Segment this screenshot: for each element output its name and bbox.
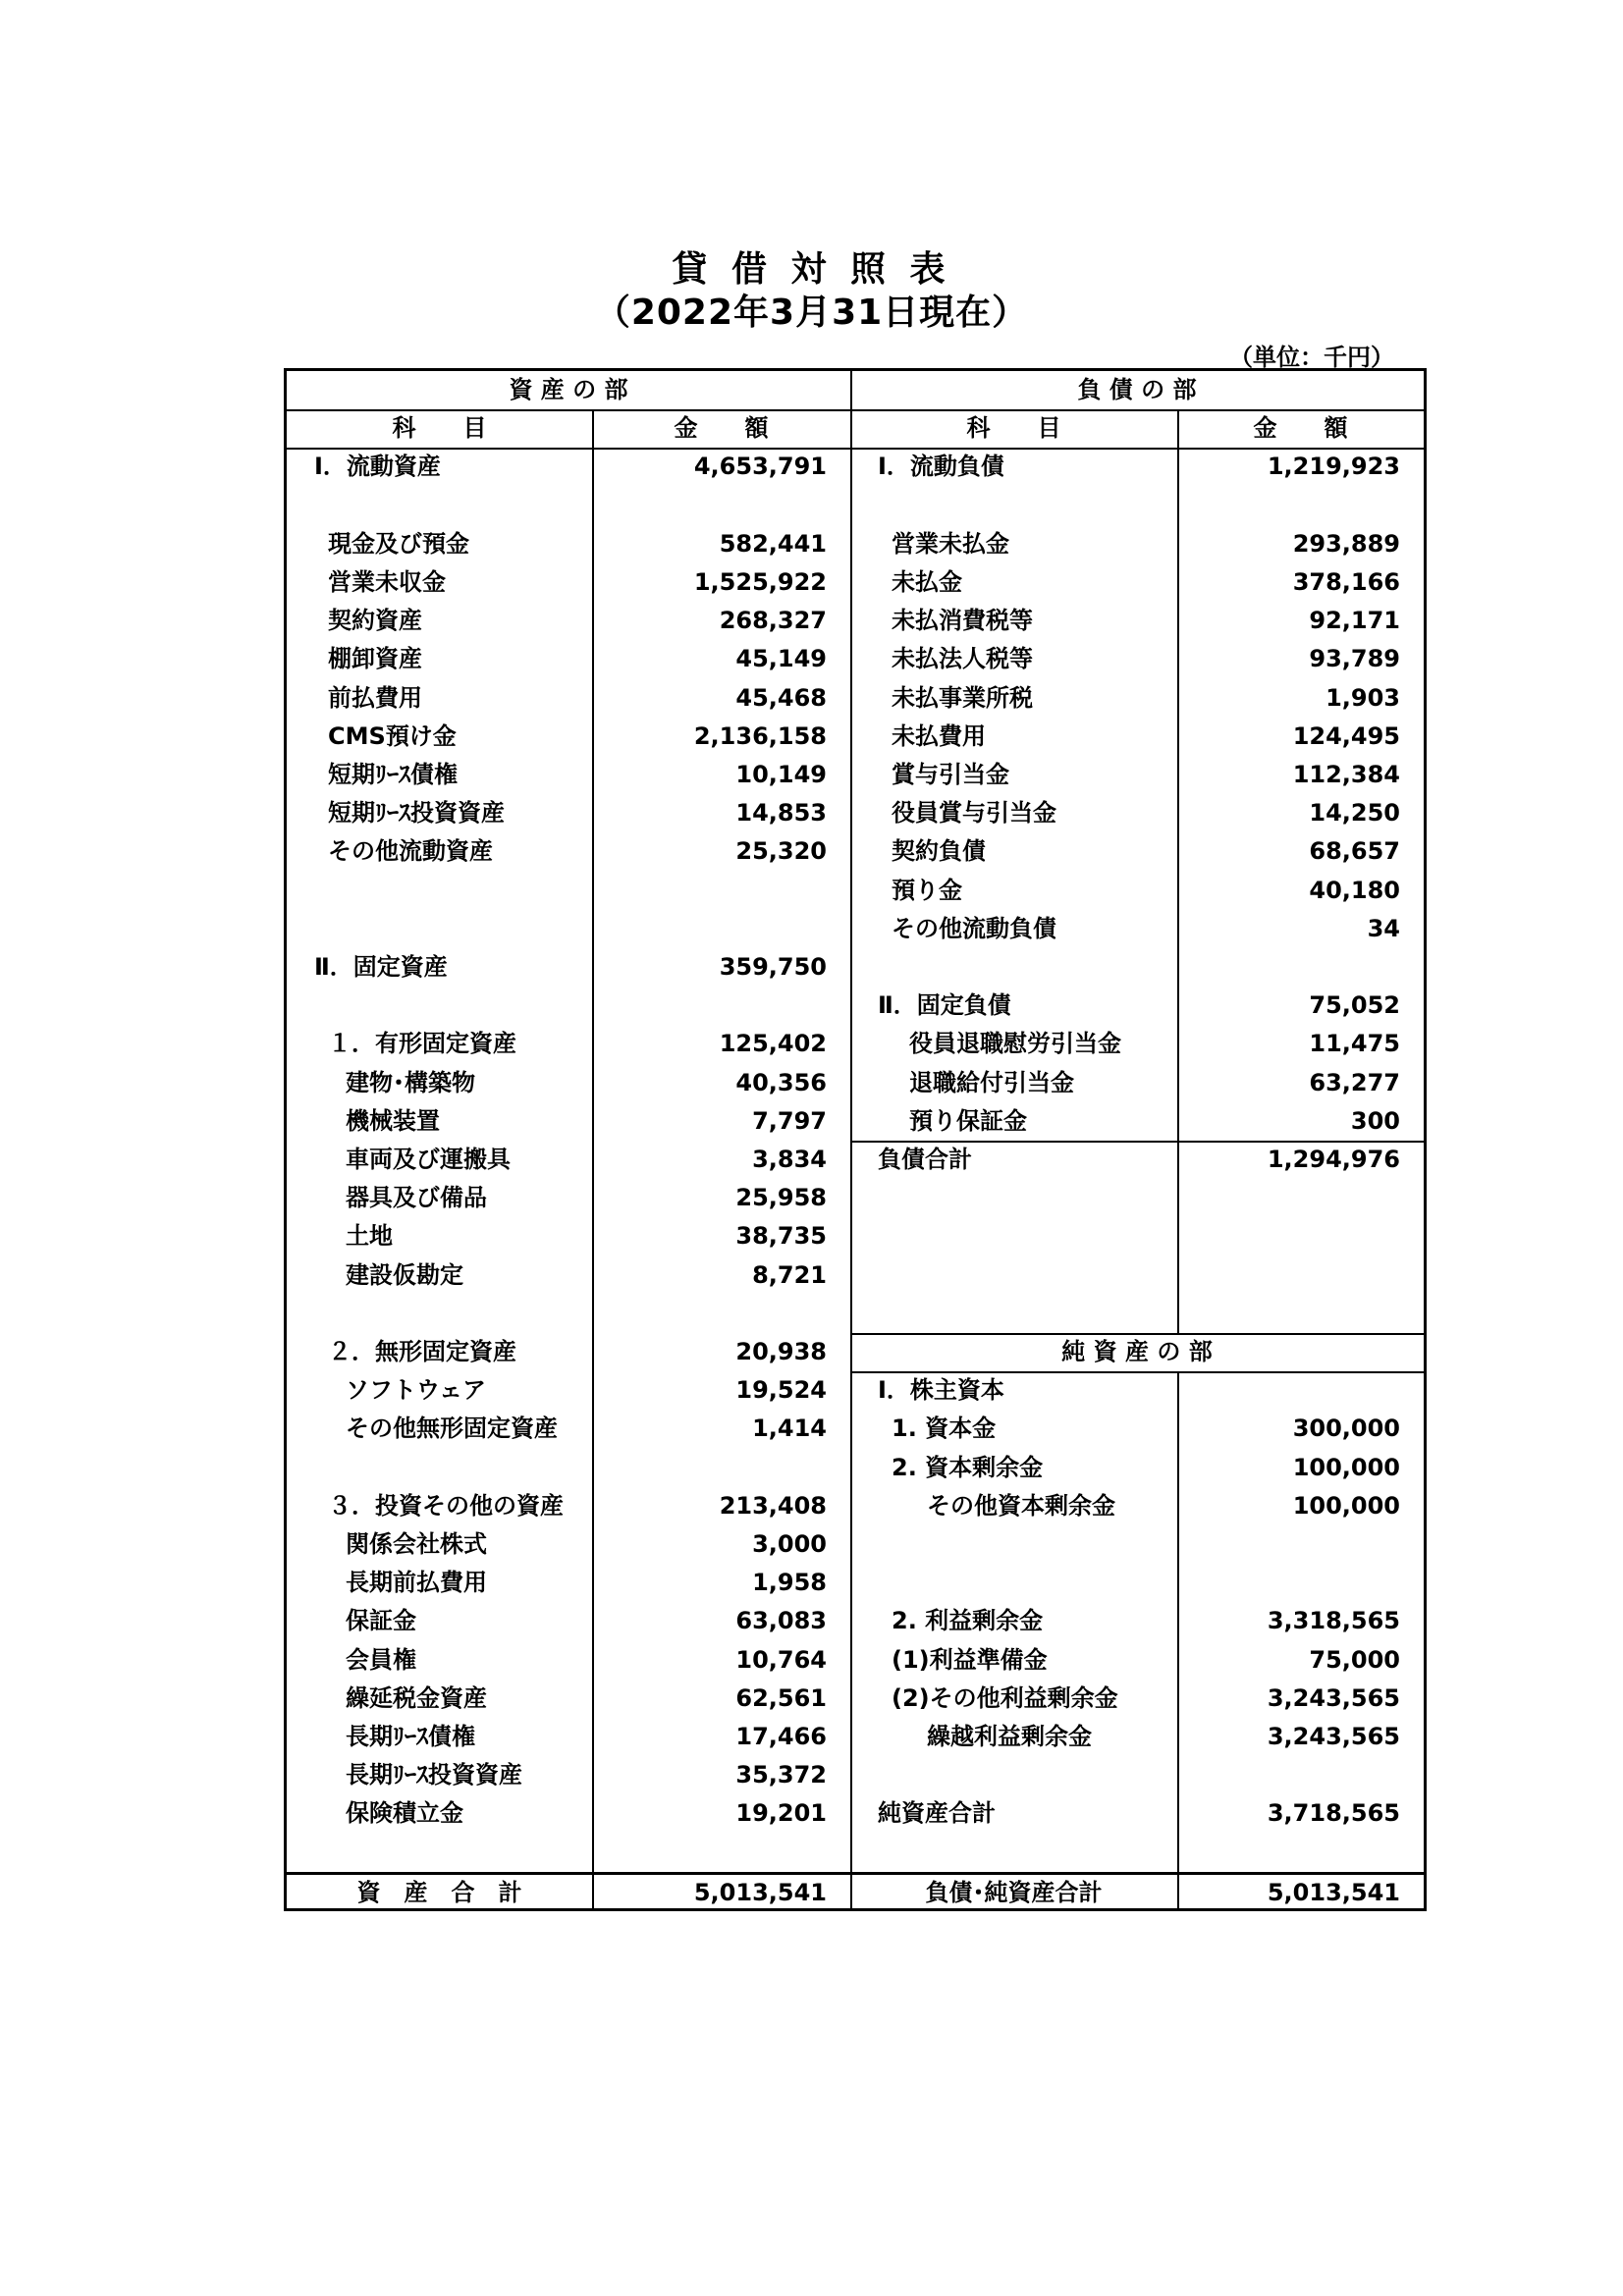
asset-row-label bbox=[287, 1449, 592, 1487]
net-assets-row-value: 3,243,565 bbox=[1267, 1723, 1400, 1750]
asset-row-label: 棚卸資産 bbox=[328, 645, 422, 673]
net-assets-row-label: 純資産合計 bbox=[878, 1799, 996, 1828]
asset-row-value: 10,764 bbox=[735, 1645, 827, 1674]
asset-row-value: 213,408 bbox=[719, 1491, 827, 1520]
asset-row-value: 35,372 bbox=[735, 1761, 827, 1789]
asset-row-value bbox=[592, 987, 850, 1025]
liability-row-value: 112,384 bbox=[1292, 761, 1400, 788]
asset-row-value: 125,402 bbox=[719, 1030, 827, 1058]
asset-row-label: 車両及び運搬具 bbox=[346, 1146, 511, 1173]
liabilities-total-label: 負債合計 bbox=[878, 1146, 972, 1173]
liability-row-label: Ⅱ．固定負債 bbox=[878, 991, 1011, 1020]
liabilities-net-assets-total-label: 負債･純資産合計 bbox=[925, 1878, 1103, 1906]
asset-row-label: 器具及び備品 bbox=[346, 1184, 487, 1212]
asset-row-label: 繰延税金資産 bbox=[346, 1683, 487, 1712]
asset-row-value bbox=[592, 872, 850, 910]
asset-row-value: 62,561 bbox=[735, 1683, 827, 1712]
asset-row-value: 45,149 bbox=[735, 645, 827, 673]
asset-row-label: 長期前払費用 bbox=[346, 1569, 487, 1597]
liabilities-amount-column-header: 金 額 bbox=[1253, 414, 1348, 443]
assets-total-label: 資 産 合 計 bbox=[356, 1878, 522, 1906]
liabilities-section-header: 負 債 の 部 bbox=[1077, 376, 1197, 403]
net-assets-row-label: 1. 資本金 bbox=[892, 1415, 997, 1443]
asset-row-label: ソフトウェア bbox=[346, 1376, 487, 1405]
liability-row-value bbox=[1177, 487, 1424, 525]
asset-row-value: 25,320 bbox=[735, 837, 827, 866]
liabilities-total-value: 1,294,976 bbox=[1267, 1146, 1400, 1173]
net-assets-row-label: 繰越利益剰余金 bbox=[927, 1723, 1092, 1750]
asset-row-value: 582,441 bbox=[719, 529, 827, 558]
asset-row-label bbox=[287, 487, 592, 525]
liability-row-value: 300 bbox=[1350, 1106, 1400, 1135]
asset-row-value: 1,414 bbox=[752, 1415, 827, 1443]
liability-row-value: 75,052 bbox=[1309, 991, 1400, 1020]
net-assets-row-value: 3,718,565 bbox=[1267, 1799, 1400, 1828]
asset-row-value: 40,356 bbox=[735, 1068, 827, 1096]
asset-row-value: 10,149 bbox=[735, 761, 827, 788]
document-date: （2022年3月31日現在） bbox=[594, 293, 1029, 333]
asset-row-label: 契約資産 bbox=[328, 607, 422, 635]
asset-row-label bbox=[287, 987, 592, 1025]
asset-row-label: Ⅰ．流動資産 bbox=[314, 453, 441, 481]
asset-row-value bbox=[592, 1295, 850, 1333]
liability-row-label bbox=[850, 948, 1177, 987]
net-assets-section-header: 純 資 産 の 部 bbox=[1061, 1338, 1213, 1365]
liability-row-label: 未払金 bbox=[892, 568, 962, 596]
liability-row-label: Ⅰ．流動負債 bbox=[878, 453, 1004, 481]
asset-row-label: 建物･構築物 bbox=[346, 1068, 475, 1096]
liability-row-value: 93,789 bbox=[1309, 645, 1400, 673]
net-assets-row-label: 2. 資本剰余金 bbox=[892, 1453, 1044, 1481]
asset-row-value: 268,327 bbox=[719, 607, 827, 635]
asset-row-value: 7,797 bbox=[752, 1106, 827, 1135]
net-assets-row-value bbox=[1177, 1564, 1424, 1602]
liability-row-value: 14,250 bbox=[1309, 799, 1400, 828]
assets-total-value: 5,013,541 bbox=[693, 1878, 827, 1906]
liability-row-value: 92,171 bbox=[1309, 607, 1400, 635]
asset-row-value: 38,735 bbox=[735, 1222, 827, 1251]
asset-row-label: 短期ﾘｰｽ債権 bbox=[328, 761, 458, 788]
asset-row-label: ３．投資その他の資産 bbox=[328, 1491, 564, 1520]
net-assets-row-label: (2)その他利益剰余金 bbox=[892, 1683, 1118, 1712]
asset-row-label: その他無形固定資産 bbox=[346, 1415, 558, 1443]
asset-row-label: 関係会社株式 bbox=[346, 1530, 487, 1558]
liability-row-value: 63,277 bbox=[1309, 1068, 1400, 1096]
asset-row-value bbox=[592, 910, 850, 948]
assets-section-header: 資 産 の 部 bbox=[509, 376, 628, 403]
liability-row-value: 1,219,923 bbox=[1267, 453, 1400, 481]
net-assets-row-value: 3,243,565 bbox=[1267, 1683, 1400, 1712]
net-assets-row-label: Ⅰ．株主資本 bbox=[878, 1376, 1004, 1405]
liability-row-value: 378,166 bbox=[1292, 568, 1400, 596]
asset-row-value: 19,201 bbox=[735, 1799, 827, 1828]
asset-row-label: 会員権 bbox=[346, 1645, 416, 1674]
balance-sheet-table bbox=[284, 368, 1427, 1911]
net-assets-row-value bbox=[1177, 1525, 1424, 1564]
liability-row-label: 役員賞与引当金 bbox=[892, 799, 1056, 828]
liabilities-item-column-header: 科 目 bbox=[966, 414, 1061, 443]
asset-row-label: Ⅱ．固定資産 bbox=[314, 953, 448, 981]
asset-row-value: 3,000 bbox=[752, 1530, 827, 1558]
liability-row-value: 124,495 bbox=[1292, 721, 1400, 750]
net-assets-row-value: 300,000 bbox=[1292, 1415, 1400, 1443]
asset-row-label: 現金及び預金 bbox=[328, 529, 469, 558]
liability-row-label: 賞与引当金 bbox=[892, 761, 1009, 788]
liability-row-label: 預り保証金 bbox=[909, 1106, 1027, 1135]
asset-row-value: 45,468 bbox=[735, 683, 827, 712]
asset-row-label: 営業未収金 bbox=[328, 568, 446, 596]
asset-row-value: 20,938 bbox=[735, 1338, 827, 1365]
net-assets-row-value bbox=[1177, 1756, 1424, 1794]
asset-row-label: 長期ﾘｰｽ債権 bbox=[346, 1723, 475, 1750]
liability-row-value: 11,475 bbox=[1309, 1030, 1400, 1058]
liability-row-label: 未払法人税等 bbox=[892, 645, 1033, 673]
document-title: 貸 借 対 照 表 bbox=[672, 249, 951, 290]
liability-row-label: その他流動負債 bbox=[892, 914, 1056, 942]
net-assets-row-value: 100,000 bbox=[1292, 1491, 1400, 1520]
asset-row-label: １．有形固定資産 bbox=[328, 1030, 516, 1058]
liability-row-label: 未払事業所税 bbox=[892, 683, 1033, 712]
asset-row-label: ２．無形固定資産 bbox=[328, 1338, 516, 1365]
asset-row-value: 1,958 bbox=[752, 1569, 827, 1597]
liability-row-label: 退職給付引当金 bbox=[909, 1068, 1074, 1096]
asset-row-label: 保証金 bbox=[346, 1607, 416, 1635]
asset-row-value: 1,525,922 bbox=[693, 568, 827, 596]
net-assets-row-value: 75,000 bbox=[1309, 1645, 1400, 1674]
assets-item-column-header: 科 目 bbox=[392, 414, 487, 443]
liability-row-value bbox=[1177, 948, 1424, 987]
asset-row-label: 保険積立金 bbox=[346, 1799, 463, 1828]
liability-row-label: 預り金 bbox=[892, 876, 962, 904]
asset-row-value: 17,466 bbox=[735, 1723, 827, 1750]
liability-row-value: 40,180 bbox=[1309, 876, 1400, 904]
liability-row-value: 68,657 bbox=[1309, 837, 1400, 866]
asset-row-value: 2,136,158 bbox=[693, 721, 827, 750]
liability-row-label: 未払費用 bbox=[892, 721, 986, 750]
liability-row-label bbox=[850, 487, 1177, 525]
unit-label: （単位：千円） bbox=[1229, 344, 1394, 371]
asset-row-label: その他流動資産 bbox=[328, 837, 493, 866]
liability-row-value: 1,903 bbox=[1325, 683, 1400, 712]
net-assets-row-label bbox=[850, 1756, 1177, 1794]
asset-row-label: 建設仮勘定 bbox=[346, 1260, 463, 1289]
asset-row-label bbox=[287, 872, 592, 910]
liability-row-value: 293,889 bbox=[1292, 529, 1400, 558]
asset-row-value: 359,750 bbox=[719, 953, 827, 981]
asset-row-value: 3,834 bbox=[752, 1146, 827, 1173]
liabilities-net-assets-total-value: 5,013,541 bbox=[1267, 1878, 1400, 1906]
net-assets-row-label bbox=[850, 1525, 1177, 1564]
asset-row-label: 短期ﾘｰｽ投資資産 bbox=[328, 799, 505, 828]
net-assets-row-label bbox=[850, 1564, 1177, 1602]
asset-row-value: 4,653,791 bbox=[693, 453, 827, 481]
asset-row-value: 8,721 bbox=[752, 1260, 827, 1289]
asset-row-label: 長期ﾘｰｽ投資資産 bbox=[346, 1761, 522, 1789]
liability-row-label: 契約負債 bbox=[892, 837, 986, 866]
net-assets-row-label: 2. 利益剰余金 bbox=[892, 1607, 1044, 1635]
net-assets-row-label: (1)利益準備金 bbox=[892, 1645, 1048, 1674]
asset-row-label: 土地 bbox=[346, 1222, 393, 1251]
asset-row-value: 14,853 bbox=[735, 799, 827, 828]
asset-row-label: CMS預け金 bbox=[328, 721, 457, 750]
net-assets-row-value: 100,000 bbox=[1292, 1453, 1400, 1481]
liability-row-value: 34 bbox=[1367, 914, 1400, 942]
asset-row-label bbox=[287, 910, 592, 948]
asset-row-value: 25,958 bbox=[735, 1184, 827, 1212]
liability-row-label: 未払消費税等 bbox=[892, 607, 1033, 635]
asset-row-value: 63,083 bbox=[735, 1607, 827, 1635]
asset-row-label: 機械装置 bbox=[346, 1106, 440, 1135]
liability-row-label: 営業未払金 bbox=[892, 529, 1009, 558]
liability-row-label: 役員退職慰労引当金 bbox=[909, 1030, 1121, 1058]
asset-row-value: 19,524 bbox=[735, 1376, 827, 1405]
net-assets-row-value bbox=[1177, 1371, 1424, 1410]
net-assets-row-value: 3,318,565 bbox=[1267, 1607, 1400, 1635]
asset-row-value bbox=[592, 487, 850, 525]
asset-row-label bbox=[287, 1295, 592, 1333]
asset-row-value bbox=[592, 1449, 850, 1487]
asset-row-label: 前払費用 bbox=[328, 683, 422, 712]
net-assets-row-label: その他資本剰余金 bbox=[927, 1491, 1115, 1520]
assets-amount-column-header: 金 額 bbox=[674, 414, 769, 443]
